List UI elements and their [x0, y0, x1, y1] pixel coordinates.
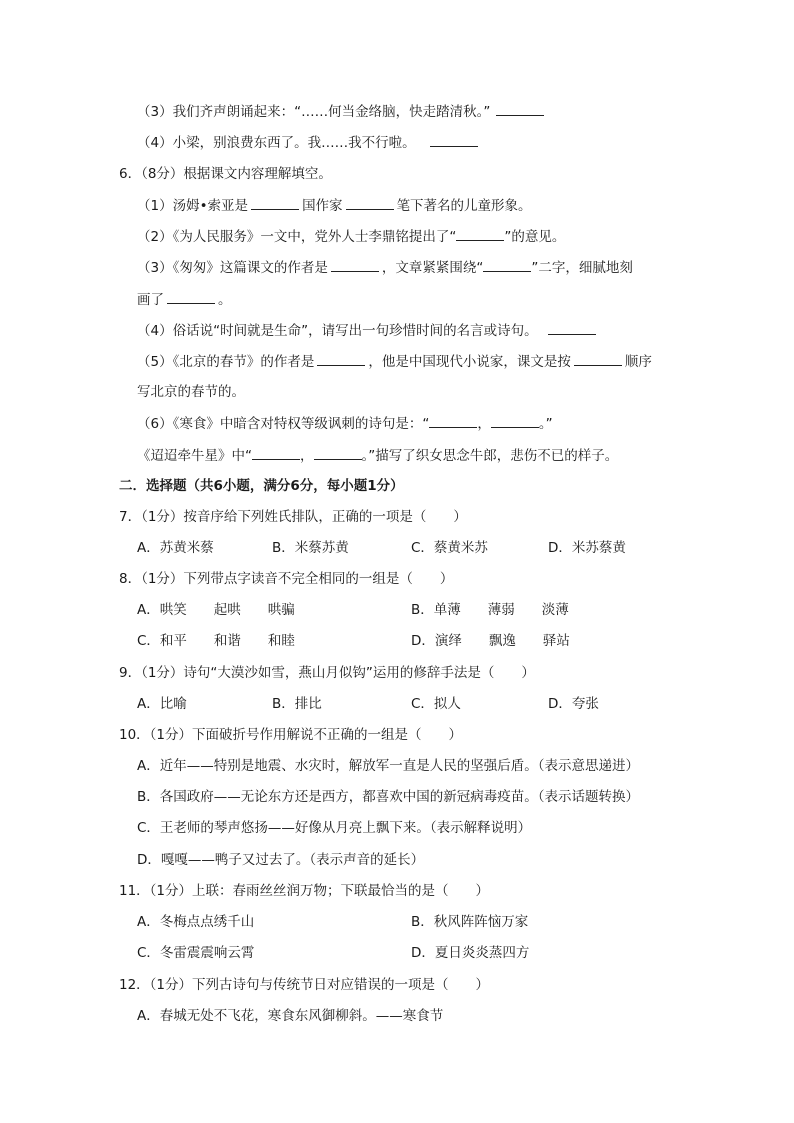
q6-line-7: 《迢迢牵牛星》中“ ， 。”描写了织女思念牛郎，悲伤不已的样子。 [137, 445, 618, 466]
q5-item-3: （3）我们齐声朗诵起来：“……何当金络脑，快走踏清秋。” [137, 101, 547, 122]
answer-blank[interactable] [429, 413, 477, 428]
q6-line-3-cont: 画了 。 [137, 289, 232, 310]
question-7-stem: 7．（1分）按音序给下列姓氏排队，正确的一项是（ ） [119, 509, 467, 525]
section-heading: 二．选择题（共6小题，满分6分，每小题1分） [119, 478, 404, 494]
answer-blank[interactable] [483, 257, 531, 272]
option-c[interactable]: C．拟人 [411, 696, 461, 712]
answer-blank[interactable] [574, 351, 622, 366]
answer-blank[interactable] [314, 445, 362, 460]
answer-blank[interactable] [252, 445, 300, 460]
answer-blank[interactable] [491, 413, 539, 428]
question-8-stem: 8．（1分）下列带点字读音不完全相同的一组是（ ） [119, 571, 454, 587]
option-a[interactable]: A．哄笑 起哄 哄骗 [137, 602, 295, 618]
answer-blank[interactable] [251, 195, 299, 210]
question-11-stem: 11．（1分）上联：春雨丝丝润万物；下联最恰当的是（ ） [119, 883, 490, 899]
option-a[interactable]: A．苏黄米蔡 [137, 540, 214, 556]
option-a[interactable]: A．比喻 [137, 696, 187, 712]
answer-blank[interactable] [331, 257, 379, 272]
option-c[interactable]: C．冬雷震震响云霄 [137, 945, 255, 961]
answer-blank[interactable] [346, 195, 394, 210]
option-a[interactable]: A．冬梅点点绣千山 [137, 914, 255, 930]
answer-blank[interactable] [456, 226, 504, 241]
question-10-stem: 10．（1分）下面破折号作用解说不正确的一组是（ ） [119, 727, 463, 743]
answer-blank[interactable] [496, 101, 544, 116]
option-c[interactable]: C．王老师的琴声悠扬——好像从月亮上飘下来。（表示解释说明） [137, 820, 532, 836]
question-9-stem: 9．（1分）诗句“大漠沙如雪，燕山月似钩”运用的修辞手法是（ ） [119, 665, 535, 681]
q6-line-1: （1）汤姆•索亚是 国作家 笔下著名的儿童形象。 [137, 195, 532, 216]
question-6-stem: 6．（8分）根据课文内容理解填空。 [119, 166, 332, 182]
q6-line-6: （6）《寒食》中暗含对特权等级讽刺的诗句是：“ ， 。” [137, 413, 553, 434]
question-12-stem: 12．（1分）下列古诗句与传统节日对应错误的一项是（ ） [119, 977, 490, 993]
option-d[interactable]: D．嘎嘎——鸭子又过去了。（表示声音的延长） [137, 852, 425, 868]
q5-item-4: （4）小梁，别浪费东西了。我……我不行啦。 [137, 132, 481, 153]
answer-blank[interactable] [167, 289, 215, 304]
q6-line-5: （5）《北京的春节》的作者是 ，他是中国现代小说家，课文是按 顺序 [137, 351, 652, 372]
option-b[interactable]: B．单薄 薄弱 淡薄 [411, 602, 569, 618]
option-d[interactable]: D．米苏蔡黄 [548, 540, 626, 556]
option-b[interactable]: B．秋风阵阵恼万家 [411, 914, 529, 930]
option-b[interactable]: B．米蔡苏黄 [272, 540, 349, 556]
option-a[interactable]: A．近年——特别是地震、水灾时，解放军一直是人民的坚强后盾。（表示意思递进） [137, 758, 639, 774]
option-d[interactable]: D．夸张 [548, 696, 599, 712]
option-a[interactable]: A．春城无处不飞花，寒食东风御柳斜。——寒食节 [137, 1008, 444, 1024]
option-b[interactable]: B．各国政府——无论东方还是西方，都喜欢中国的新冠病毒疫苗。（表示话题转换） [137, 789, 640, 805]
option-d[interactable]: D．夏日炎炎蒸四方 [411, 945, 530, 961]
q6-line-3: （3）《匆匆》这篇课文的作者是 ，文章紧紧围绕“ ”二字，细腻地刻 [137, 257, 633, 278]
option-c[interactable]: C．蔡黄米苏 [411, 540, 488, 556]
answer-blank[interactable] [317, 351, 365, 366]
option-b[interactable]: B．排比 [272, 696, 322, 712]
q6-line-4: （4）俗话说“时间就是生命”，请写出一句珍惜时间的名言或诗句。 [137, 320, 599, 341]
q6-line-5-cont: 写北京的春节的。 [137, 384, 245, 400]
answer-blank[interactable] [548, 320, 596, 335]
option-d[interactable]: D．演绎 飘逸 驿站 [411, 633, 570, 649]
answer-blank[interactable] [430, 132, 478, 147]
q6-line-2: （2）《为人民服务》一文中，党外人士李鼎铭提出了“ ”的意见。 [137, 226, 565, 247]
option-c[interactable]: C．和平 和谐 和睦 [137, 633, 295, 649]
